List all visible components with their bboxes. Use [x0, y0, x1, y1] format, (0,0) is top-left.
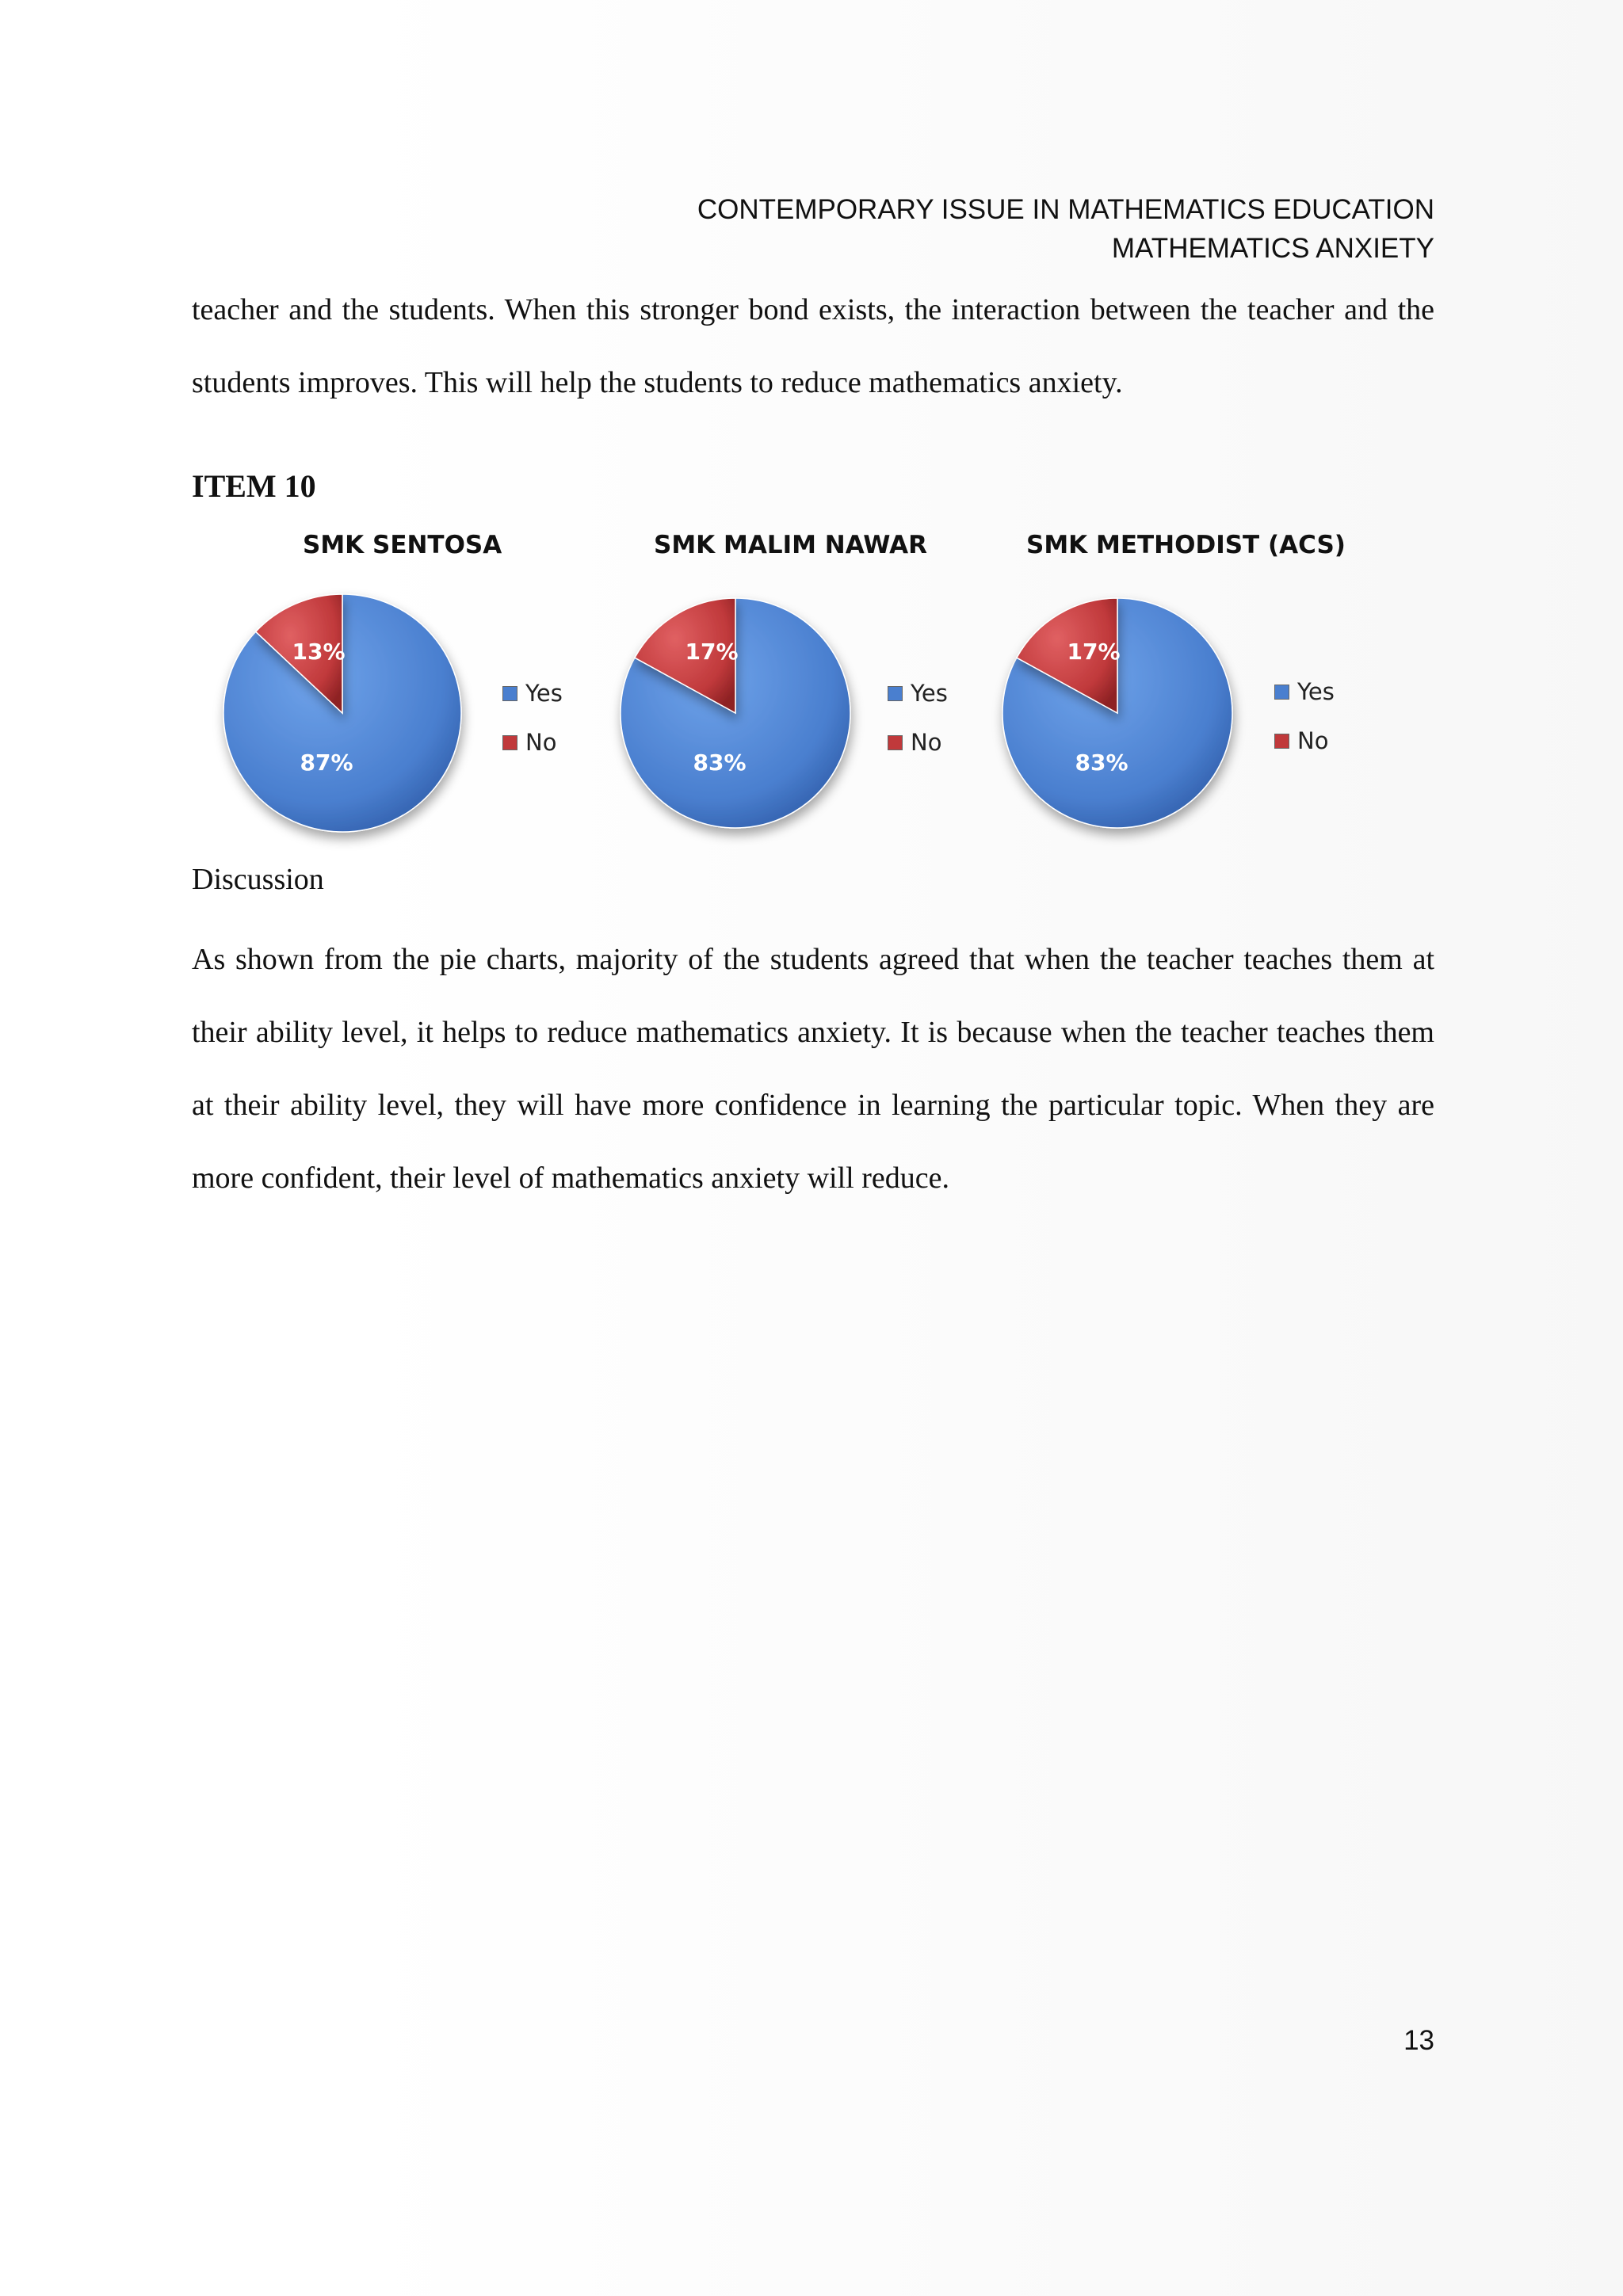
legend-swatch-yes: [502, 686, 517, 701]
chart-legend: [888, 681, 948, 780]
legend-swatch-no: [888, 735, 903, 750]
slice-label-no: 13%: [292, 639, 346, 665]
discussion-paragraph: As shown from the pie charts, majority of the students agreed that when the teacher teaches them at their ability level, it helps to reduce mathematics anxiety. It is because when the teacher teaches them at their ability level, they will have more confidence in learning the particular topic. When they are more confident, their level of mathematics anxiety will reduce.: [192, 943, 1434, 1195]
slice-label-no: 17%: [685, 639, 739, 665]
legend-label-yes: Yes: [525, 680, 563, 707]
pie-chart-smk-methodist-acs: [983, 523, 1379, 856]
legend-item-yes: [502, 681, 563, 705]
legend-item-no: [1274, 729, 1335, 753]
slice-label-yes: 83%: [1075, 749, 1128, 776]
slice-label-yes: 87%: [300, 749, 353, 776]
legend-swatch-yes: [1274, 685, 1289, 700]
legend-label-no: No: [1297, 727, 1329, 754]
slice-label-no: 17%: [1067, 639, 1121, 665]
legend-item-no: [888, 730, 948, 754]
legend-swatch-no: [1274, 734, 1289, 749]
pie-chart-smk-sentosa: [208, 523, 604, 856]
slice-label-yes: 83%: [693, 749, 747, 776]
legend-swatch-no: [502, 735, 517, 750]
legend-label-yes: Yes: [1297, 678, 1335, 705]
chart-legend: [502, 681, 563, 780]
legend-label-yes: Yes: [911, 680, 948, 707]
chart-title: SMK MALIM NAWAR: [654, 531, 927, 559]
chart-legend: [1274, 680, 1335, 778]
item-heading: ITEM 10: [192, 468, 316, 504]
legend-label-no: No: [911, 729, 942, 756]
chart-title: SMK SENTOSA: [303, 531, 502, 559]
header-title: CONTEMPORARY ISSUE IN MATHEMATICS EDUCATION: [697, 194, 1434, 225]
discussion-label: Discussion: [192, 863, 324, 896]
pie-svg: [208, 570, 493, 856]
running-header: [697, 190, 1434, 268]
intro-paragraph: teacher and the students. When this stronger bond exists, the interaction between the teacher and the students improves. This will help the students to reduce mathematics anxiety.: [192, 293, 1434, 399]
legend-item-yes: [1274, 680, 1335, 704]
page-number: 13: [1403, 2025, 1434, 2056]
chart-title: SMK METHODIST (ACS): [1026, 531, 1346, 559]
legend-item-no: [502, 730, 563, 754]
header-subtitle: MATHEMATICS ANXIETY: [1111, 233, 1434, 264]
legend-swatch-yes: [888, 686, 903, 701]
pie-chart-smk-malim-nawar: [602, 523, 999, 856]
legend-item-yes: [888, 681, 948, 705]
legend-label-no: No: [525, 729, 557, 756]
pie-svg: [983, 570, 1268, 856]
pie-svg: [602, 570, 888, 856]
